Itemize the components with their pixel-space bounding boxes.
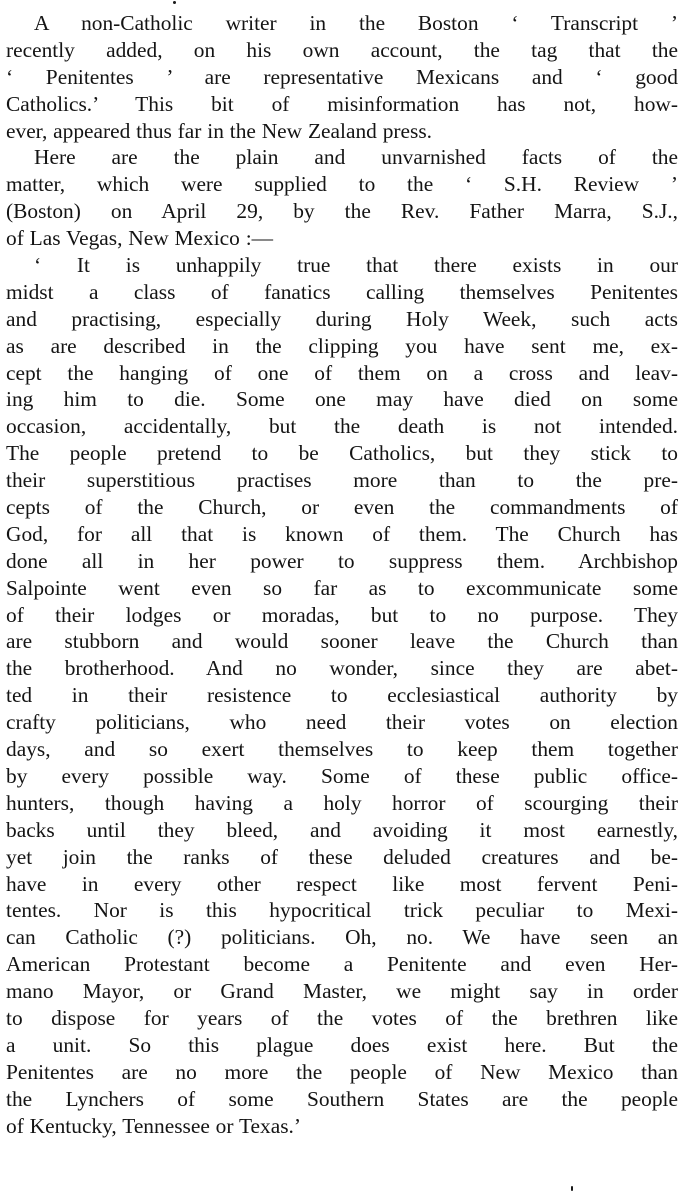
text-line: Salpointe went even so far as to excommunicate some [6,575,678,600]
paragraph-3 [6,252,678,1139]
text-line: crafty politicians, who need their votes on election [6,710,678,735]
text-line: Penitentes are no more the people of New Mexico than [6,1059,678,1084]
text-line: done all in her power to suppress them. Archbishop [6,548,678,573]
text-line: Catholics.’ This bit of misinformation has not, how- [6,91,678,116]
text-line: ‘ It is unhappily true that there exists in our [34,253,678,278]
text-line: ‘ Penitentes ’ are representative Mexicans and ‘ good [6,64,678,89]
text-line: yet join the ranks of these deluded creatures and be- [6,844,678,869]
text-line: tentes. Nor is this hypocritical trick peculiar to Mexi- [6,898,678,923]
text-line: ted in their resistence to ecclesiastical authority by [6,683,678,708]
paragraph-1 [6,10,678,144]
text-line: midst a class of fanatics calling themselves Penitentes [6,279,678,304]
text-line: ever, appeared thus far in the New Zealand press. [6,118,433,143]
text-line: can Catholic (?) politicians. Oh, no. We have seen an [6,925,678,950]
text-line: cepts of the Church, or even the commandments of [6,495,678,520]
print-speck-bottom [571,1186,573,1191]
text-line: a unit. So this plague does exist here. But the [6,1032,678,1057]
text-line: as are described in the clipping you have sent me, ex- [6,333,678,358]
text-line: the brotherhood. And no wonder, since they are abet- [6,656,678,681]
text-line: recently added, on his own account, the tag that the [6,37,678,62]
text-line: their superstitious practises more than to the pre- [6,468,678,493]
text-line: God, for all that is known of them. The Church has [6,521,678,546]
text-line: by every possible way. Some of these public office- [6,763,678,788]
text-line: and practising, especially during Holy Week, such acts [6,306,678,331]
text-line: occasion, accidentally, but the death is not intended. [6,414,678,439]
text-line: mano Mayor, or Grand Master, we might say in order [6,979,678,1004]
text-line: have in every other respect like most fervent Peni- [6,871,678,896]
text-line: A non-Catholic writer in the Boston ‘ Transcript ’ [34,11,678,35]
print-speck-top [173,1,176,4]
text-line: are stubborn and would sooner leave the Church than [6,629,678,654]
document-page [6,10,678,1139]
text-line: (Boston) on April 29, by the Rev. Father Marra, S.J., [6,199,678,224]
text-line: the Lynchers of some Southern States are the people [6,1086,678,1111]
text-line: American Protestant become a Penitente and even Her- [6,952,678,977]
text-line: cept the hanging of one of them on a cross and leav- [6,360,678,385]
text-line: The people pretend to be Catholics, but they stick to [6,441,678,466]
text-line: hunters, though having a holy horror of scourging their [6,790,678,815]
text-line: of Kentucky, Tennessee or Texas.’ [6,1113,302,1138]
text-line: backs until they bleed, and avoiding it most earnestly, [6,817,678,842]
text-line: to dispose for years of the votes of the brethren like [6,1005,678,1030]
text-line: ing him to die. Some one may have died on some [6,387,678,412]
text-line: matter, which were supplied to the ‘ S.H. Review ’ [6,172,678,197]
paragraph-2 [6,144,678,252]
text-line: days, and so exert themselves to keep them together [6,737,678,762]
text-line: of their lodges or moradas, but to no purpose. They [6,602,678,627]
text-line: of Las Vegas, New Mexico :— [6,226,274,251]
text-line: Here are the plain and unvarnished facts of the [34,145,678,170]
